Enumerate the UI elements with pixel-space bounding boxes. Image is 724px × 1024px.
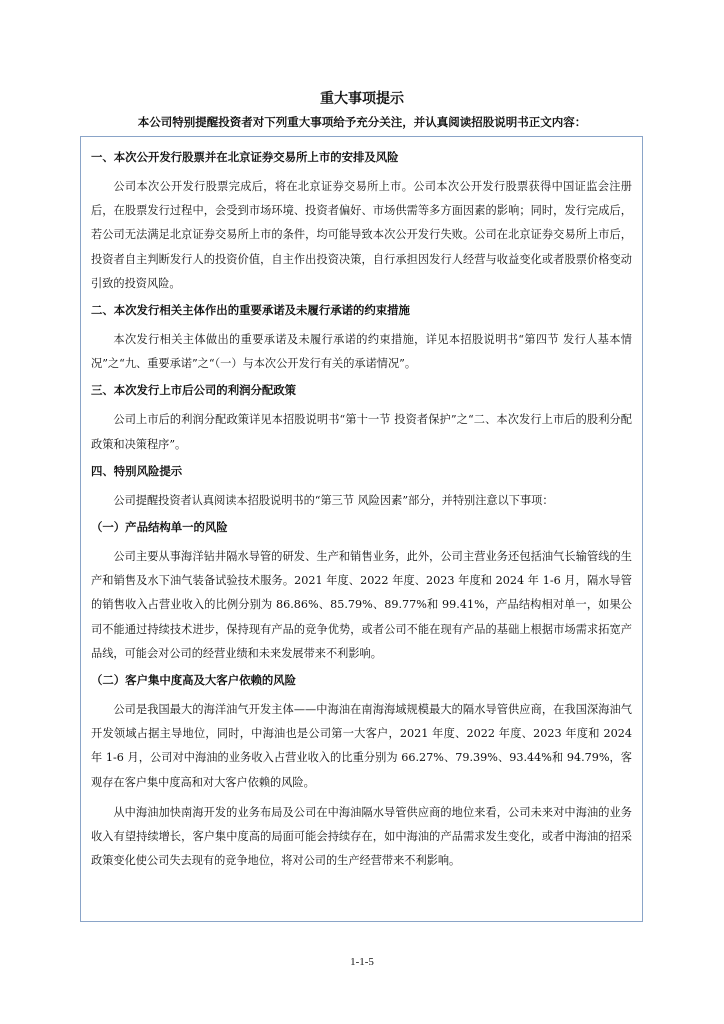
section-paragraph: 公司主要从事海洋钻井隔水导管的研发、生产和销售业务，此外，公司主营业务还包括油气长输管线的生产和销售及水下油气装备试验技术服务。2021 年度、2022 年度、2023 年度和 2024 年 1-6 月，隔水导管的销售收入占营业收入的比例分别为 86.86%、85.79%、89.77%和 99.41%，产品结构相对单一，如果公司不能通过持续技术进步，保持现有产品的竞争优势，或者公司不能在现有产品的基础上根据市场需求拓宽产品线，可能会对公司的经营业绩和未来发展带来不利影响。 bbox=[91, 550, 632, 660]
section-paragraph: 公司本次公开发行股票完成后，将在北京证券交易所上市。公司本次公开发行股票获得中国证监会注册后，在股票发行过程中，会受到市场环境、投资者偏好、市场供需等多方面因素的影响；同时，发行完成后，若公司无法满足北京证券交易所上市的条件，均可能导致本次公开发行失败。公司在北京证券交易所上市后，投资者自主判断发行人的投资价值，自主作出投资决策，自行承担因发行人经营与收益变化或者股票价格变动引致的投资风险。 bbox=[91, 180, 632, 290]
section-profit-distribution bbox=[91, 382, 632, 456]
document-title: 重大事项提示 bbox=[320, 91, 404, 107]
section-paragraph: 从中海油加快南海开发的业务布局及公司在中海油隔水导管供应商的地位来看，公司未来对中海油的业务收入有望持续增长，客户集中度高的局面可能会持续存在，如中海油的产品需求发生变化，或者中海油的招采政策变化使公司失去现有的竞争地位，将对公司的生产经营带来不利影响。 bbox=[91, 805, 632, 868]
section-heading: 四、特别风险提示 bbox=[91, 463, 183, 478]
section-commitments bbox=[91, 302, 632, 376]
section-product-structure-risk bbox=[91, 519, 632, 666]
section-paragraph: 公司是我国最大的海洋油气开发主体——中海油在南海海域规模最大的隔水导管供应商，在我国深海油气开发领域占据主导地位，同时，中海油也是公司第一大客户，2021 年度、2022 年度、2023 年度和 2024 年 1-6 月，公司对中海油的业务收入占营业收入的比重分别为 66.27%、79.39%、93.44%和 94.79%，客观存在客户集中度高和对大客户依赖的风险。 bbox=[91, 703, 632, 789]
section-customer-concentration-risk bbox=[91, 672, 632, 873]
section-risk-notice bbox=[91, 463, 632, 513]
section-listing-arrangement bbox=[91, 149, 632, 296]
section-heading: （一）产品结构单一的风险 bbox=[91, 520, 228, 535]
section-paragraph: 公司提醒投资者认真阅读本招股说明书的“第三节 风险因素”部分，并特别注意以下事项： bbox=[113, 493, 554, 507]
section-heading: （二）客户集中度高及大客户依赖的风险 bbox=[91, 673, 297, 688]
section-paragraph: 公司上市后的利润分配政策详见本招股说明书“第十一节 投资者保护”之“二、本次发行上市后的股利分配政策和决策程序”。 bbox=[91, 413, 632, 451]
section-paragraph: 本次发行相关主体做出的重要承诺及未履行承诺的约束措施，详见本招股说明书“第四节 发行人基本情况”之“九、重要承诺”之“（一）与本次公开发行有关的承诺情况”。 bbox=[91, 333, 632, 371]
section-heading: 三、本次发行上市后公司的利润分配政策 bbox=[91, 383, 297, 398]
notice-content-box bbox=[80, 136, 643, 922]
document-subtitle: 本公司特别提醒投资者对下列重大事项给予充分关注，并认真阅读招股说明书正文内容： bbox=[137, 115, 587, 129]
page-number: 1-1-5 bbox=[350, 956, 374, 968]
section-heading: 一、本次公开发行股票并在北京证券交易所上市的安排及风险 bbox=[91, 150, 399, 164]
section-heading: 二、本次发行相关主体作出的重要承诺及未履行承诺的约束措施 bbox=[91, 303, 410, 318]
